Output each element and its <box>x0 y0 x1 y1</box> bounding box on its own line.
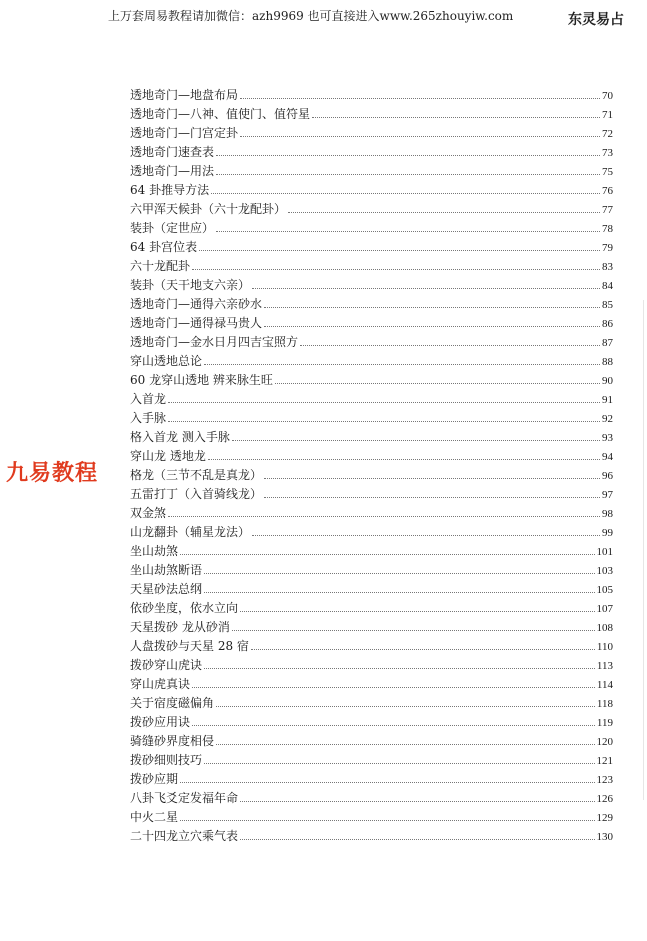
toc-entry-page: 84 <box>602 280 613 292</box>
dot-leader <box>199 242 600 251</box>
toc-entry[interactable] <box>130 181 613 200</box>
toc-entry-title: 60 龙穿山透地 辨来脉生旺 <box>130 373 273 387</box>
dot-leader <box>168 413 600 422</box>
toc-entry[interactable] <box>130 371 613 390</box>
dot-leader <box>192 717 595 726</box>
toc-entry-title: 中火二星 <box>130 810 179 824</box>
toc-entry-page: 118 <box>596 698 613 710</box>
toc-entry-page: 70 <box>602 90 613 102</box>
dot-leader <box>180 774 594 783</box>
toc-entry-title: 拨砂应期 <box>130 772 179 786</box>
toc-entry[interactable] <box>130 599 613 618</box>
toc-entry-page: 77 <box>602 204 613 216</box>
dot-leader <box>204 660 595 669</box>
toc-entry-page: 88 <box>602 356 613 368</box>
toc-entry-title: 八卦飞爻定发福年命 <box>130 791 239 805</box>
toc-entry-title: 透地奇门—金水日月四吉宝照方 <box>130 335 299 349</box>
page-header <box>0 5 647 27</box>
toc-entry-page: 90 <box>602 375 613 387</box>
dot-leader <box>232 622 595 631</box>
toc-entry-title: 人盘拨砂与天星 28 宿 <box>130 639 249 653</box>
toc-entry-page: 120 <box>596 736 613 748</box>
toc-entry-title: 64 卦推导方法 <box>130 183 210 197</box>
toc-entry-title: 透地奇门—用法 <box>130 164 215 178</box>
toc-entry[interactable] <box>130 428 613 447</box>
toc-entry[interactable] <box>130 618 613 637</box>
toc-entry-page: 119 <box>596 717 613 729</box>
dot-leader <box>192 679 595 688</box>
toc-entry-title: 关于宿度磁偏角 <box>130 696 215 710</box>
toc-entry-page: 99 <box>602 527 613 539</box>
dot-leader <box>240 128 600 137</box>
toc-entry-page: 72 <box>602 128 613 140</box>
dot-leader <box>204 356 600 365</box>
toc-entry-title: 天星砂法总纲 <box>130 582 203 596</box>
dot-leader <box>251 641 595 650</box>
dot-leader <box>208 451 600 460</box>
toc-entry[interactable] <box>130 789 613 808</box>
toc-entry[interactable] <box>130 732 613 751</box>
toc-entry-title: 装卦（定世应） <box>130 221 215 235</box>
toc-entry-title: 山龙翻卦（辅星龙法） <box>130 525 251 539</box>
toc-entry-title: 拨砂应用诀 <box>130 715 191 729</box>
toc-entry[interactable] <box>130 352 613 371</box>
toc-entry-title: 六甲浑天候卦（六十龙配卦） <box>130 202 287 216</box>
toc-entry[interactable] <box>130 238 613 257</box>
toc-entry-page: 94 <box>602 451 613 463</box>
toc-entry-title: 透地奇门—地盘布局 <box>130 88 239 102</box>
toc-entry-page: 110 <box>596 641 613 653</box>
watermark: 九易教程 <box>6 461 99 486</box>
toc-entry-title: 五雷打丁（入首骑线龙） <box>130 487 263 501</box>
toc-entry-title: 透地奇门—通得六亲砂水 <box>130 297 263 311</box>
toc-entry-page: 85 <box>602 299 613 311</box>
toc-entry-title: 透地奇门—通得禄马贵人 <box>130 316 263 330</box>
dot-leader <box>240 831 594 840</box>
toc-entry-page: 91 <box>602 394 613 406</box>
dot-leader <box>204 584 594 593</box>
brand-label: 东灵易占 <box>568 12 624 28</box>
toc-entry-page: 113 <box>596 660 613 672</box>
dot-leader <box>168 508 600 517</box>
toc-entry-title: 透地奇门—门宫定卦 <box>130 126 239 140</box>
toc-entry-title: 格入首龙 测入手脉 <box>130 430 230 444</box>
toc-entry-title: 依砂坐度，依水立向 <box>130 601 239 615</box>
toc-entry[interactable] <box>130 523 613 542</box>
toc-entry[interactable] <box>130 257 613 276</box>
toc-entry[interactable] <box>130 694 613 713</box>
toc-entry[interactable] <box>130 86 613 105</box>
toc-entry-page: 96 <box>602 470 613 482</box>
dot-leader <box>192 261 600 270</box>
dot-leader <box>204 565 594 574</box>
toc-entry-page: 79 <box>602 242 613 254</box>
toc-entry-page: 76 <box>602 185 613 197</box>
dot-leader <box>252 280 600 289</box>
toc-entry-page: 121 <box>596 755 613 767</box>
dot-leader <box>240 90 600 99</box>
toc-entry-page: 71 <box>602 109 613 121</box>
toc-entry-title: 透地奇门速查表 <box>130 145 215 159</box>
toc-entry-page: 73 <box>602 147 613 159</box>
toc-entry-page: 101 <box>596 546 613 558</box>
toc-entry[interactable] <box>130 162 613 181</box>
toc-entry-page: 92 <box>602 413 613 425</box>
toc-entry-title: 入首龙 <box>130 392 167 406</box>
toc-entry-page: 78 <box>602 223 613 235</box>
dot-leader <box>264 318 600 327</box>
toc-entry[interactable] <box>130 295 613 314</box>
dot-leader <box>312 109 600 118</box>
toc-entry-title: 入手脉 <box>130 411 167 425</box>
toc-entry[interactable] <box>130 656 613 675</box>
dot-leader <box>216 698 595 707</box>
toc-entry[interactable] <box>130 124 613 143</box>
toc-entry-page: 87 <box>602 337 613 349</box>
toc-entry[interactable] <box>130 314 613 333</box>
toc-entry[interactable] <box>130 713 613 732</box>
dot-leader <box>168 394 600 403</box>
toc-entry-title: 透地奇门—八神、值使门、值符星 <box>130 107 311 121</box>
toc-entry[interactable] <box>130 390 613 409</box>
dot-leader <box>180 546 594 555</box>
toc-entry[interactable] <box>130 276 613 295</box>
dot-leader <box>216 166 600 175</box>
toc-entry[interactable] <box>130 770 613 789</box>
toc-entry[interactable] <box>130 333 613 352</box>
toc-entry[interactable] <box>130 827 613 846</box>
toc-entry-title: 坐山劫煞 <box>130 544 179 558</box>
dot-leader <box>204 755 594 764</box>
toc-entry-title: 格龙（三节不乱是真龙） <box>130 468 263 482</box>
toc-entry-title: 装卦（天干地支六亲） <box>130 278 251 292</box>
toc-entry-page: 107 <box>596 603 613 615</box>
header-text: 上万套周易教程请加微信：azh9969 也可直接进入www.265zhouyiw.com <box>108 9 514 23</box>
toc-entry[interactable] <box>130 637 613 656</box>
toc-entry[interactable] <box>130 219 613 238</box>
toc-entry-page: 98 <box>602 508 613 520</box>
toc-entry[interactable] <box>130 466 613 485</box>
toc-entry-page: 123 <box>596 774 613 786</box>
dot-leader <box>216 736 594 745</box>
dot-leader <box>275 375 600 384</box>
toc-entry-page: 129 <box>596 812 613 824</box>
toc-entry[interactable] <box>130 447 613 466</box>
toc-entry-page: 83 <box>602 261 613 273</box>
toc-entry-page: 97 <box>602 489 613 501</box>
toc-entry[interactable] <box>130 580 613 599</box>
toc-entry[interactable] <box>130 485 613 504</box>
toc-entry-title: 穿山龙 透地龙 <box>130 449 206 463</box>
toc-entry[interactable] <box>130 542 613 561</box>
page-edge <box>643 300 644 800</box>
toc-entry[interactable] <box>130 808 613 827</box>
dot-leader <box>264 470 600 479</box>
toc-entry-title: 六十龙配卦 <box>130 259 191 273</box>
toc-entry[interactable] <box>130 751 613 770</box>
toc-entry-title: 二十四龙立穴乘气表 <box>130 829 239 843</box>
toc-entry-page: 86 <box>602 318 613 330</box>
dot-leader <box>216 223 600 232</box>
dot-leader <box>240 603 594 612</box>
toc-entry-page: 130 <box>596 831 613 843</box>
dot-leader <box>288 204 600 213</box>
toc-entry[interactable] <box>130 105 613 124</box>
toc-entry-page: 114 <box>596 679 613 691</box>
toc-entry-page: 103 <box>596 565 613 577</box>
dot-leader <box>240 793 594 802</box>
table-of-contents <box>130 86 613 846</box>
dot-leader <box>216 147 600 156</box>
toc-entry-title: 拨砂细则技巧 <box>130 753 203 767</box>
toc-entry-title: 坐山劫煞断语 <box>130 563 203 577</box>
toc-entry-title: 穿山透地总论 <box>130 354 203 368</box>
dot-leader <box>211 185 600 194</box>
toc-entry-title: 骑缝砂界度相侵 <box>130 734 215 748</box>
dot-leader <box>232 432 600 441</box>
toc-entry[interactable] <box>130 675 613 694</box>
toc-entry-page: 75 <box>602 166 613 178</box>
toc-entry-title: 穿山虎真诀 <box>130 677 191 691</box>
toc-entry-title: 拨砂穿山虎诀 <box>130 658 203 672</box>
dot-leader <box>300 337 600 346</box>
toc-entry[interactable] <box>130 200 613 219</box>
toc-entry[interactable] <box>130 143 613 162</box>
toc-entry-title: 天星拨砂 龙从砂消 <box>130 620 230 634</box>
toc-entry-page: 105 <box>596 584 613 596</box>
toc-entry-title: 双金煞 <box>130 506 167 520</box>
toc-entry[interactable] <box>130 504 613 523</box>
toc-entry[interactable] <box>130 409 613 428</box>
toc-entry-title: 64 卦宫位表 <box>130 240 198 254</box>
dot-leader <box>252 527 600 536</box>
toc-entry-page: 93 <box>602 432 613 444</box>
dot-leader <box>264 299 600 308</box>
dot-leader <box>180 812 594 821</box>
toc-entry-page: 126 <box>596 793 613 805</box>
toc-entry-page: 108 <box>596 622 613 634</box>
toc-entry[interactable] <box>130 561 613 580</box>
dot-leader <box>264 489 600 498</box>
